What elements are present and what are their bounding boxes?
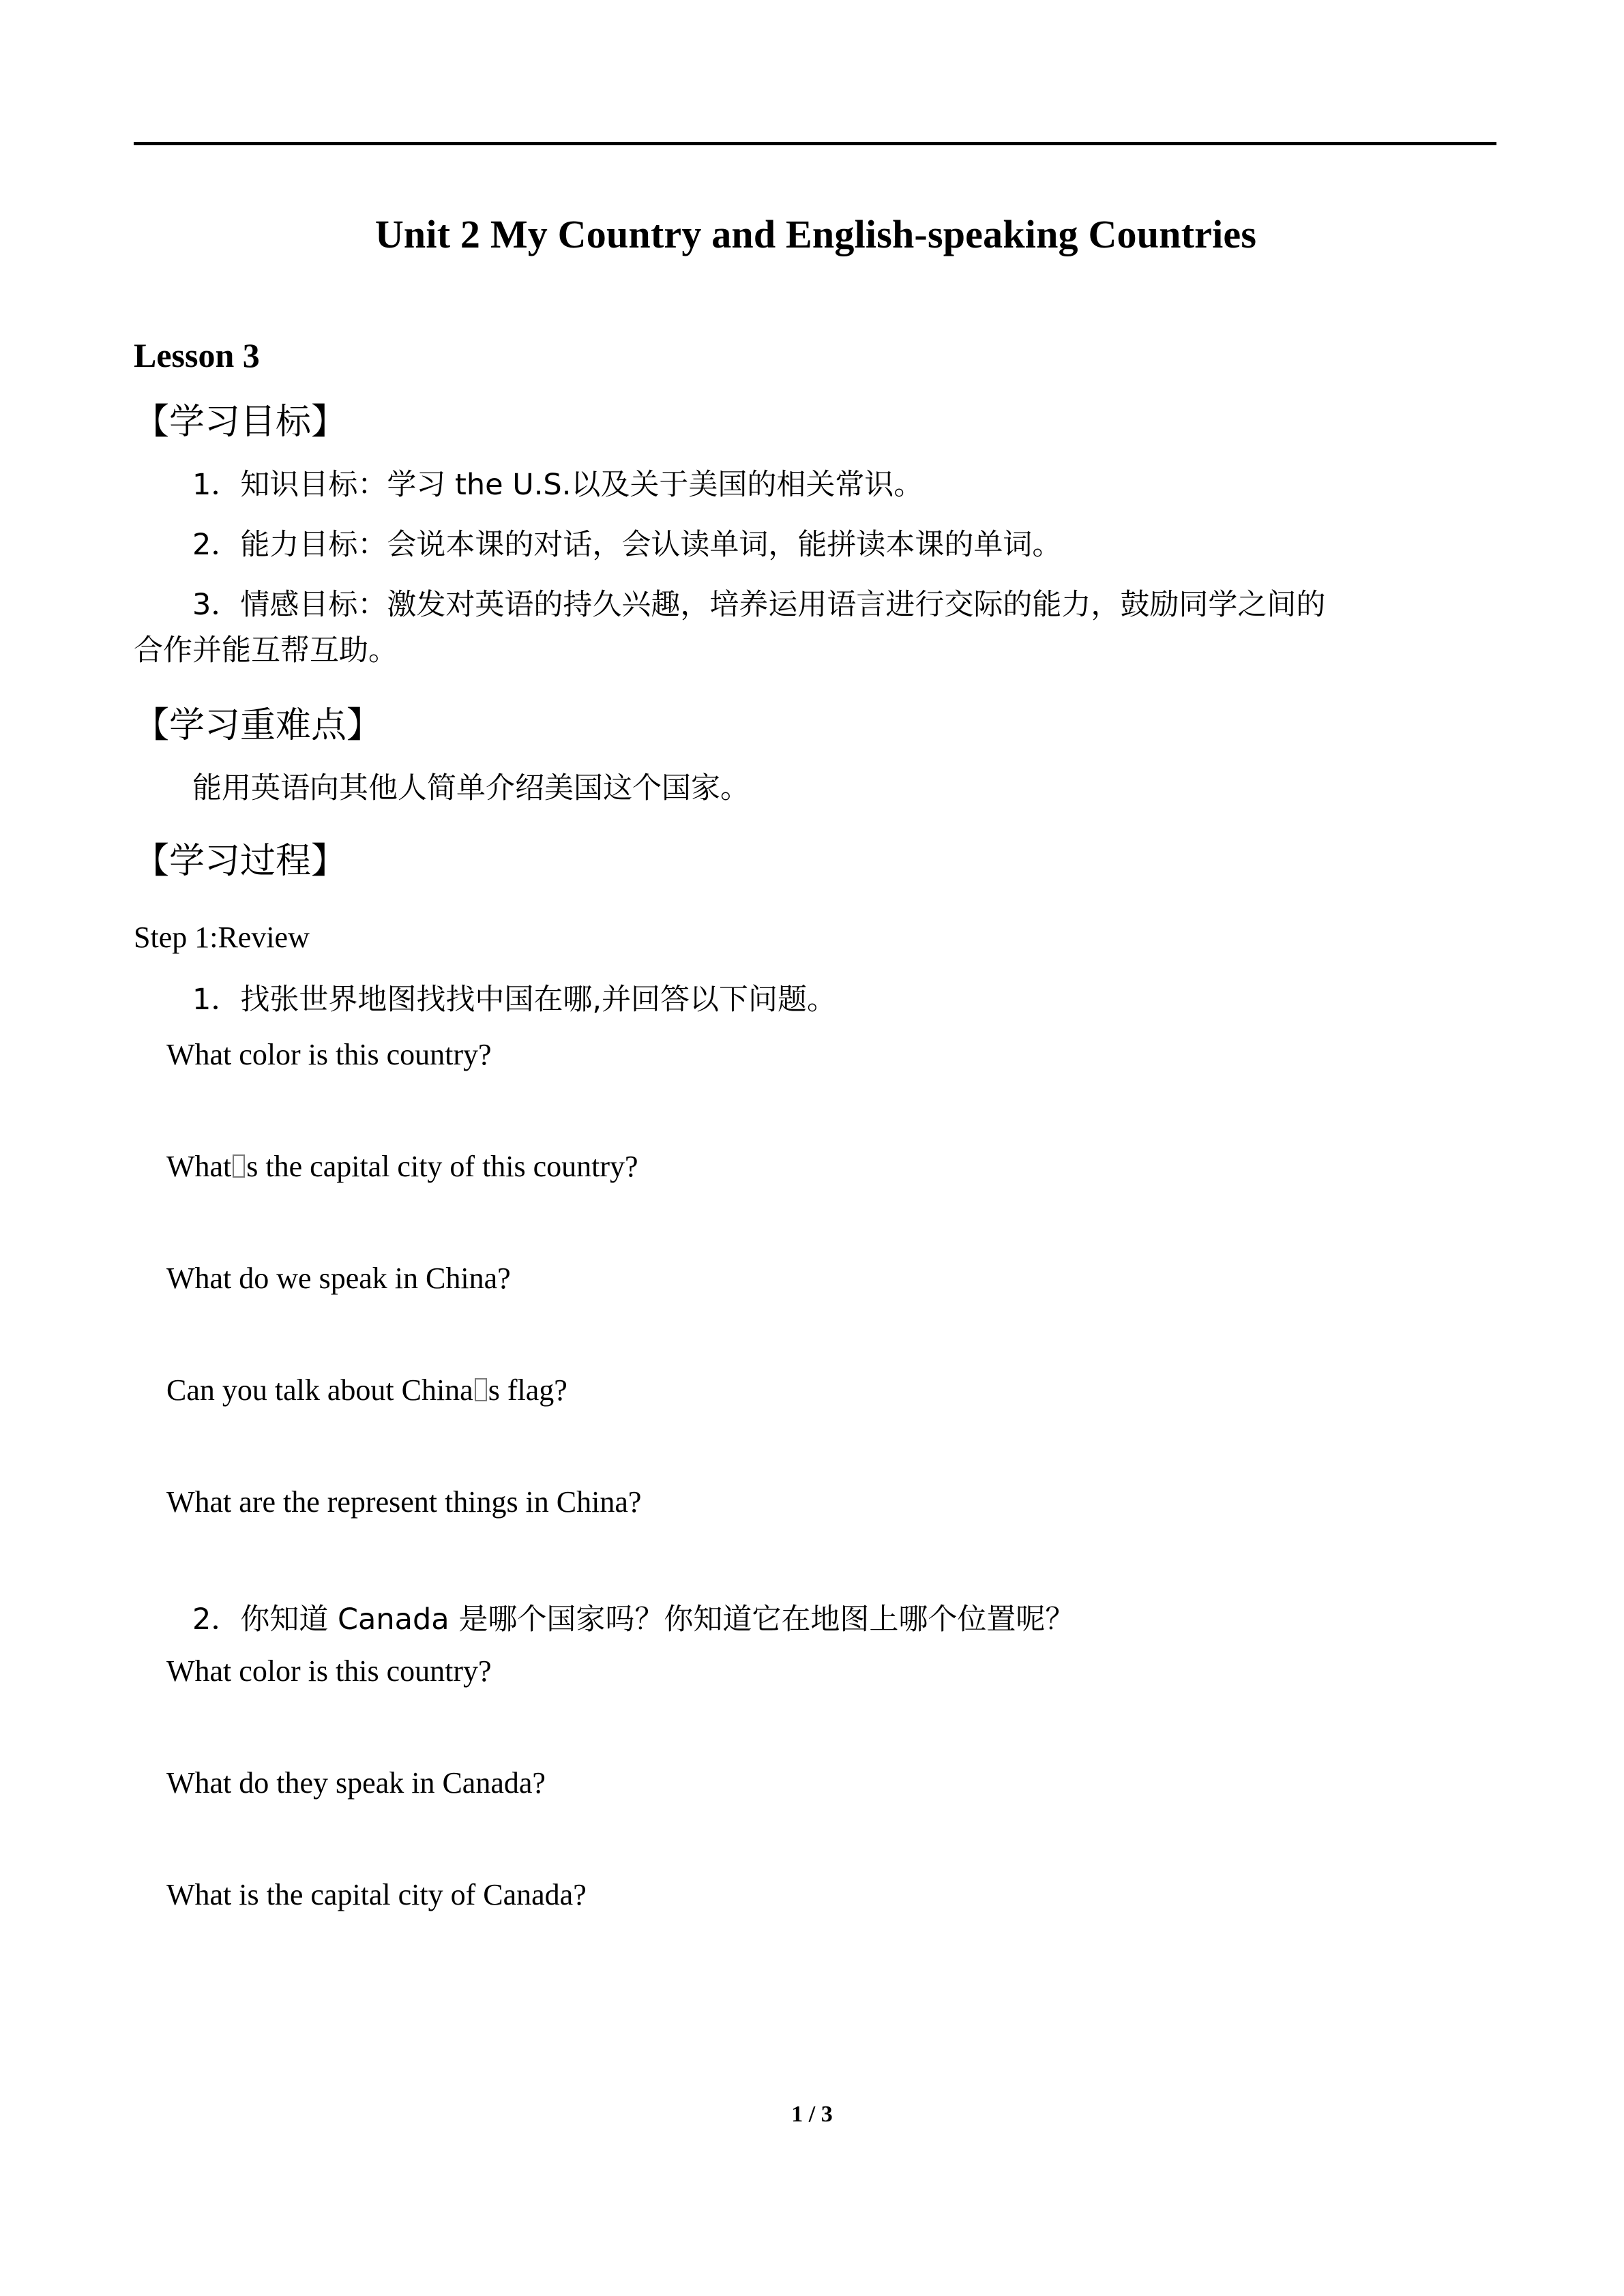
task-1-question-3: What do we speak in China? bbox=[166, 1261, 511, 1295]
key-points-body: 能用英语向其他人简单介绍美国这个国家。 bbox=[192, 771, 750, 806]
question-text-suffix: s the capital city of this country? bbox=[246, 1149, 638, 1183]
task-2-question-1: What color is this country? bbox=[166, 1654, 492, 1688]
page-number: 1 / 3 bbox=[791, 2102, 833, 2127]
missing-glyph-icon bbox=[233, 1154, 245, 1178]
task-1-question-4 bbox=[134, 1369, 1498, 1425]
task-1-text: 1．找张世界地图找找中国在哪,并回答以下问题。 bbox=[192, 983, 837, 1017]
missing-glyph-icon bbox=[475, 1378, 487, 1401]
process-heading: 【学习过程】 bbox=[134, 840, 347, 882]
task-2-question-2: What do they speak in Canada? bbox=[166, 1766, 546, 1800]
answer-space bbox=[134, 1202, 1498, 1257]
question-text-prefix: Can you talk about China bbox=[166, 1373, 473, 1407]
lesson-heading: Lesson 3 bbox=[134, 336, 260, 374]
task-2-text: 2．你知道 Canada 是哪个国家吗？你知道它在地图上哪个位置呢？ bbox=[192, 1602, 1075, 1637]
task-1-question-1: What color is this country? bbox=[166, 1037, 492, 1071]
page-title: Unit 2 My Country and English-speaking Countries bbox=[374, 212, 1257, 256]
document-content bbox=[134, 170, 1498, 1930]
answer-space bbox=[134, 1537, 1498, 1593]
answer-space bbox=[134, 1090, 1498, 1146]
header-rule bbox=[134, 142, 1496, 145]
objective-item-2: 2．能力目标：会说本课的对话，会认读单词，能拼读本课的单词。 bbox=[192, 528, 1062, 563]
answer-space bbox=[134, 1425, 1498, 1481]
task-1-question-2 bbox=[134, 1146, 1498, 1202]
task-1-question-5: What are the represent things in China? bbox=[166, 1485, 642, 1519]
question-text-prefix: What bbox=[166, 1149, 232, 1183]
answer-space bbox=[134, 1818, 1498, 1874]
task-2-question-3: What is the capital city of Canada? bbox=[166, 1878, 587, 1912]
answer-space bbox=[134, 1706, 1498, 1762]
step-1-label: Step 1:Review bbox=[134, 920, 310, 954]
objective-item-3-cont: 合作并能互帮互助。 bbox=[134, 633, 398, 668]
key-points-heading: 【学习重难点】 bbox=[134, 705, 383, 747]
question-text-suffix: s flag? bbox=[488, 1373, 567, 1407]
answer-space bbox=[134, 1313, 1498, 1369]
objectives-heading: 【学习目标】 bbox=[134, 401, 347, 443]
objective-item-3: 3．情感目标：激发对英语的持久兴趣，培养运用语言进行交际的能力，鼓励同学之间的 bbox=[192, 588, 1326, 623]
objective-item-1: 1．知识目标：学习 the U.S.以及关于美国的相关常识。 bbox=[192, 467, 924, 502]
